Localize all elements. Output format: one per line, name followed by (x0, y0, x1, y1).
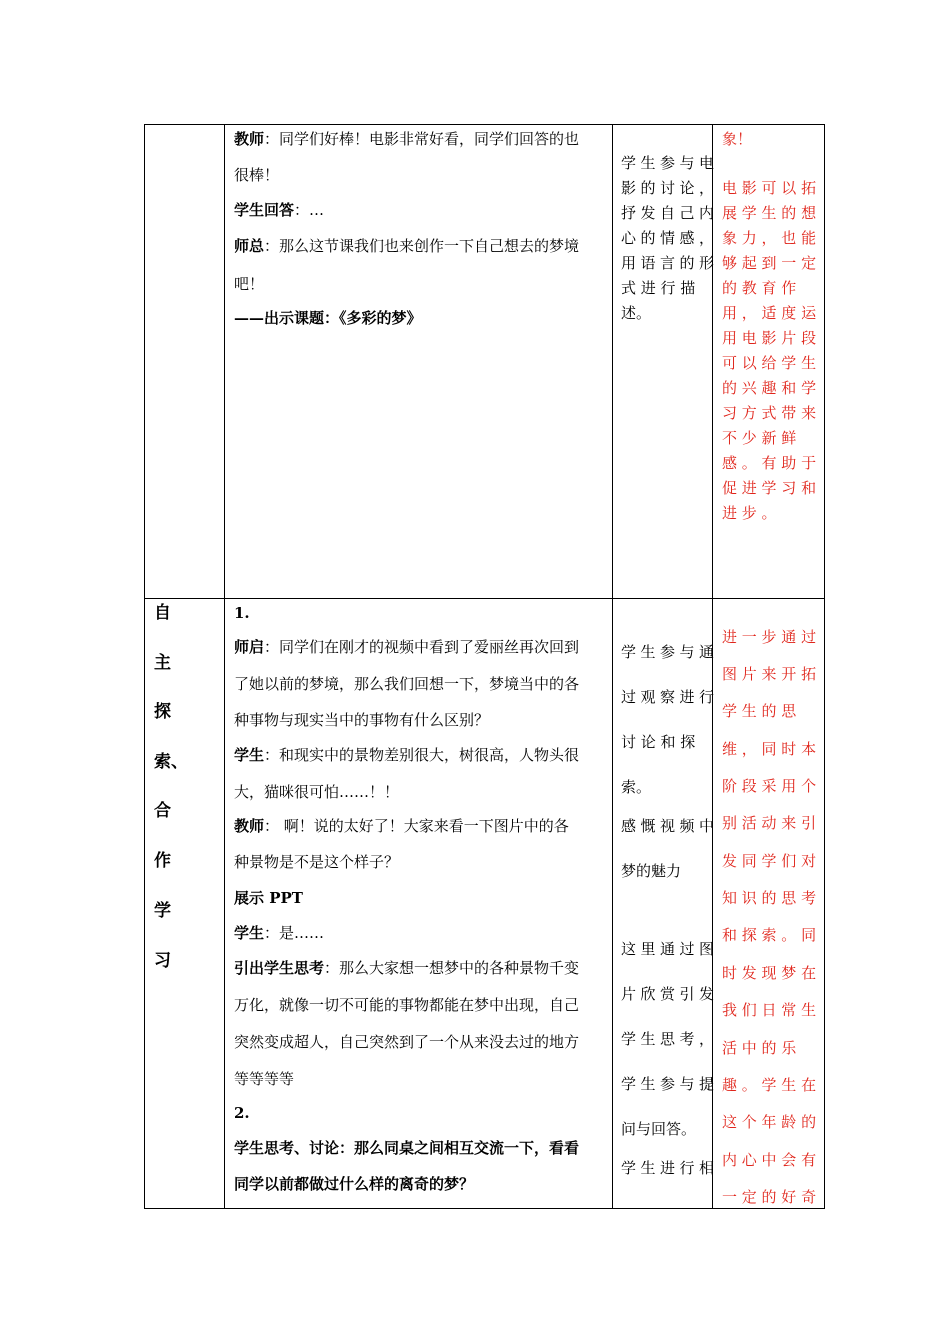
lesson-plan-table (144, 124, 825, 1209)
row-divider (144, 598, 825, 599)
row1-line-5: 吧！ (234, 275, 265, 293)
row2-intent-12: 活 中 的 乐 (722, 1039, 797, 1057)
row2-activity-12: 学生进行相 (621, 1159, 714, 1177)
row2-activity-1: 学生参与通 (621, 643, 714, 661)
row1-activity-1: 学生参与电 (621, 154, 714, 172)
row2-activity-8: 片欣赏引发 (621, 985, 714, 1003)
row2-intent-16: 一 定 的 好 奇 (722, 1188, 817, 1206)
row2-activity-11: 问与回答。 (621, 1120, 697, 1138)
row2-step-2: 2. (234, 1104, 250, 1122)
table-right-border (824, 124, 825, 1209)
row2-activity-5: 感慨视频中 (621, 817, 714, 835)
row2-activity-9: 学生思考， (621, 1030, 714, 1048)
row1-intent-16: 进 步 。 (722, 504, 777, 522)
row2-line-13: 等等等等 (234, 1070, 295, 1088)
row2-intent-5: 阶 段 采 用 个 (722, 777, 817, 795)
row2-activity-2: 过观察进行 (621, 688, 714, 706)
row2-intent-1: 进 一 步 通 过 (722, 628, 817, 646)
row2-line-2: 了她以前的梦境，那么我们回想一下，梦境当中的各 (234, 675, 580, 693)
row2-activity-4: 索。 (621, 778, 652, 796)
row2-line-14: 学生思考、讨论：那么同桌之间相互交流一下，看看 (234, 1139, 580, 1157)
stage-char-7: 学 (154, 901, 171, 921)
row1-intent-8: 用 ， 适 度 运 (722, 304, 817, 322)
row2-line-15: 同学以前都做过什么样的离奇的梦？ (234, 1175, 475, 1193)
row2-line-4: 学生：和现实中的景物差别很大，树很高，人物头很 (234, 746, 580, 764)
row2-line-3: 种事物与现实当中的事物有什么区别？ (234, 711, 490, 729)
row2-line-9: 学生：是…… (234, 924, 325, 942)
table-top-border (144, 124, 825, 125)
row1-activity-4: 心的情感， (621, 229, 714, 247)
row2-intent-11: 我 们 日 常 生 (722, 1001, 817, 1019)
stage-char-3: 探 (154, 702, 171, 722)
row1-intent-4: 展 学 生 的 想 (722, 204, 817, 222)
row1-intent-11: 的 兴 趣 和 学 (722, 379, 817, 397)
row2-intent-4: 维 ， 同 时 本 (722, 740, 817, 758)
row2-intent-13: 趣 。 学 生 在 (722, 1076, 817, 1094)
stage-char-5: 合 (154, 801, 171, 821)
row1-activity-5: 用语言的形 (621, 254, 714, 272)
row2-activity-6: 梦的魅力 (621, 862, 682, 880)
row2-activity-10: 学生参与提 (621, 1075, 714, 1093)
column-divider-2 (612, 124, 613, 1209)
row2-line-6: 教师： 啊！说的太好了！大家来看一下图片中的各 (234, 817, 569, 835)
row2-line-10: 引出学生思考：那么大家想一想梦中的各种景物千变 (234, 959, 580, 977)
row2-activity-3: 讨 论 和 探 (621, 733, 696, 751)
row2-line-1: 师启：同学们在刚才的视频中看到了爱丽丝再次回到 (234, 638, 580, 656)
stage-char-1: 自 (154, 603, 171, 623)
row1-line-4: 师总：那么这节课我们也来创作一下自己想去的梦境 (234, 237, 580, 255)
row2-intent-8: 知 识 的 思 考 (722, 889, 817, 907)
row2-intent-7: 发 同 学 们 对 (722, 852, 817, 870)
row2-intent-3: 学 生 的 思 (722, 702, 797, 720)
row1-activity-2: 影的讨论， (621, 179, 714, 197)
row2-line-5: 大，猫咪很可怕……！！ (234, 783, 400, 801)
row2-line-12: 突然变成超人，自己突然到了一个从来没去过的地方 (234, 1033, 580, 1051)
table-bottom-border (144, 1208, 825, 1209)
row2-intent-10: 时 发 现 梦 在 (722, 964, 817, 982)
row1-intent-9: 用 电 影 片 段 (722, 329, 817, 347)
row1-intent-15: 促 进 学 习 和 (722, 479, 817, 497)
column-divider-1 (224, 124, 225, 1209)
row1-intent-14: 感 。 有 助 于 (722, 454, 817, 472)
row1-intent-6: 够 起 到 一 定 (722, 254, 817, 272)
stage-char-6: 作 (154, 851, 171, 871)
row1-activity-6: 式 进 行 描 (621, 279, 696, 297)
row1-line-2: 很棒！ (234, 166, 280, 184)
row2-intent-2: 图 片 来 开 拓 (722, 665, 817, 683)
row1-intent-10: 可 以 给 学 生 (722, 354, 817, 372)
row2-intent-6: 别 活 动 来 引 (722, 814, 817, 832)
row1-activity-3: 抒发自己内 (621, 204, 714, 222)
row1-intent-5: 象 力 ， 也 能 (722, 229, 817, 247)
row1-line-3: 学生回答：… (234, 201, 325, 219)
row1-course-title: ——出示课题：《多彩的梦》 (234, 309, 422, 327)
row1-intent-3: 电 影 可 以 拓 (722, 179, 817, 197)
stage-char-4: 索、 (154, 752, 188, 772)
stage-char-2: 主 (154, 653, 171, 673)
row1-intent-1: 象！ (722, 130, 753, 148)
row1-activity-7: 述。 (621, 304, 652, 322)
row2-intent-14: 这 个 年 龄 的 (722, 1113, 817, 1131)
row2-line-11: 万化，就像一切不可能的事物都能在梦中出现，自己 (234, 996, 580, 1014)
stage-char-8: 习 (154, 951, 171, 971)
table-left-border (144, 124, 145, 1209)
row2-intent-9: 和 探 索 。 同 (722, 926, 817, 944)
row2-intent-15: 内 心 中 会 有 (722, 1151, 817, 1169)
row2-show-ppt: 展示 PPT (234, 889, 303, 907)
row1-line-1: 教师：同学们好棒！电影非常好看，同学们回答的也 (234, 130, 580, 148)
row1-intent-13: 不 少 新 鲜 (722, 429, 797, 447)
row1-intent-12: 习 方 式 带 来 (722, 404, 817, 422)
row2-step-1: 1. (234, 604, 250, 622)
row2-line-7: 种景物是不是这个样子？ (234, 853, 400, 871)
row1-intent-7: 的 教 育 作 (722, 279, 797, 297)
row2-activity-7: 这里通过图 (621, 940, 714, 958)
